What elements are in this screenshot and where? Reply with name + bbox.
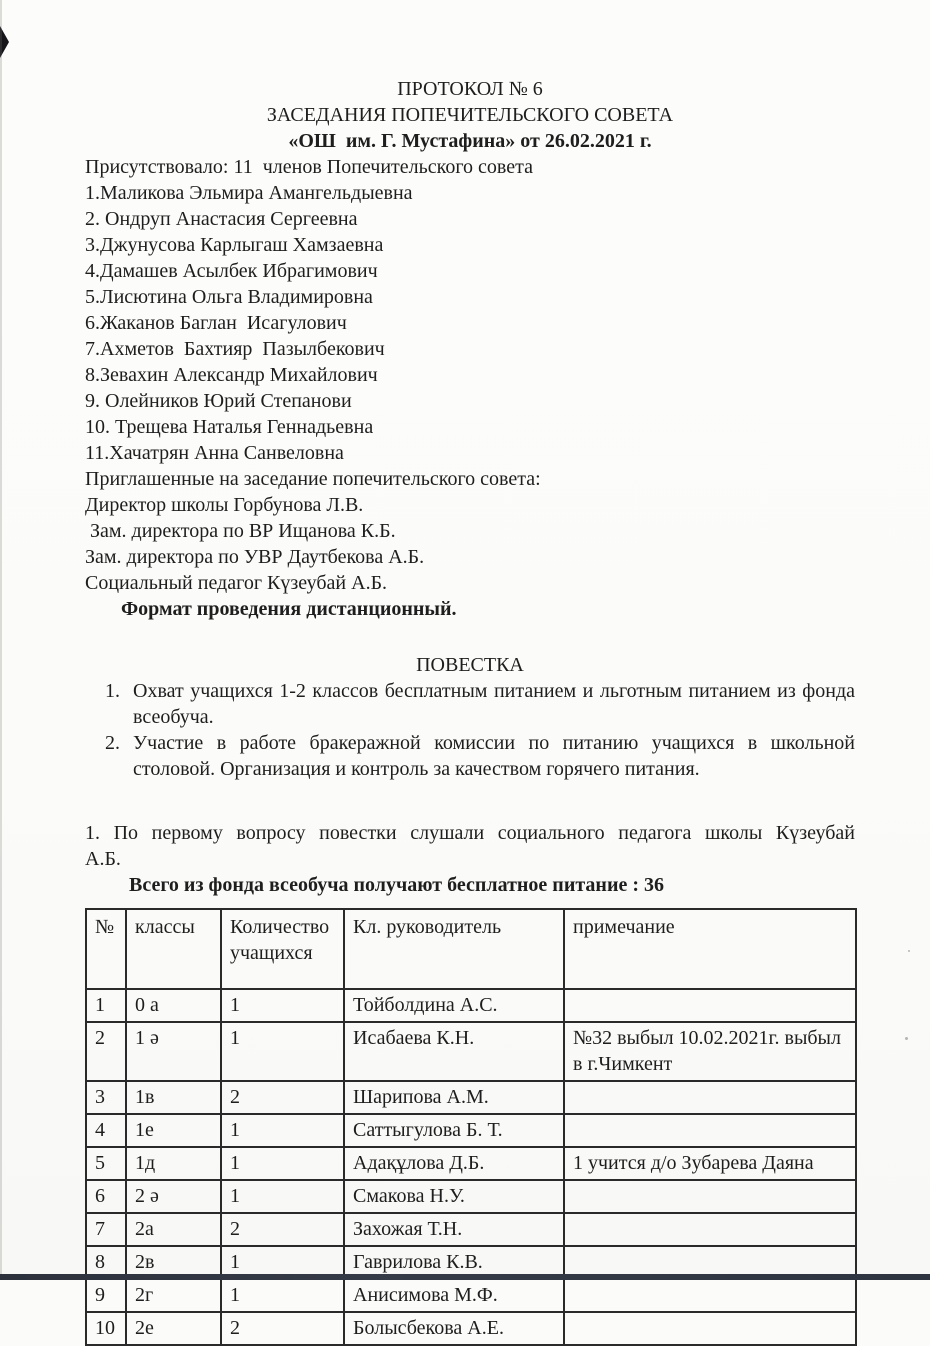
cell-teacher: Исабаева К.Н. bbox=[344, 1022, 564, 1081]
cell-class: 1е bbox=[126, 1114, 221, 1147]
invited-list bbox=[85, 492, 855, 596]
attendance-line: Присутствовало: 11 членов Попечительского совета bbox=[85, 156, 533, 178]
cell-class: 1д bbox=[126, 1147, 221, 1180]
cell-class: 1в bbox=[126, 1081, 221, 1114]
spacer bbox=[85, 782, 855, 808]
member-line: 5.Лисютина Ольга Владимировна bbox=[85, 286, 373, 308]
scan-speck bbox=[908, 950, 910, 952]
scan-artifact-left-edge bbox=[0, 0, 2, 1280]
total-line: Всего из фонда всеобуча получают бесплатное питание : 36 bbox=[129, 874, 665, 896]
agenda-list bbox=[85, 678, 855, 782]
cell-note bbox=[564, 1312, 856, 1345]
table-row bbox=[86, 1022, 856, 1081]
agenda-item-number: 1. bbox=[105, 680, 120, 702]
cell-qty: 1 bbox=[221, 1114, 344, 1147]
cell-teacher: Болысбекова А.Е. bbox=[344, 1312, 564, 1345]
cell-note bbox=[564, 989, 856, 1022]
cell-number: 3 bbox=[86, 1081, 126, 1114]
cell-note: №32 выбыл 10.02.2021г. выбыл в г.Чимкент bbox=[564, 1022, 856, 1081]
cell-qty: 1 bbox=[221, 989, 344, 1022]
scan-speck bbox=[905, 1037, 908, 1040]
table-row bbox=[86, 1147, 856, 1180]
cell-number: 5 bbox=[86, 1147, 126, 1180]
cell-teacher: Анисимова М.Ф. bbox=[344, 1279, 564, 1312]
cell-class: 2е bbox=[126, 1312, 221, 1345]
cell-note: 1 учится д/о Зубарева Даяна bbox=[564, 1147, 856, 1180]
cell-note bbox=[564, 1279, 856, 1312]
member-line: 2. Ондруп Анастасия Сергеевна bbox=[85, 208, 358, 230]
cell-number: 4 bbox=[86, 1114, 126, 1147]
table-row bbox=[86, 1081, 856, 1114]
cell-teacher: Шарипова А.М. bbox=[344, 1081, 564, 1114]
members-list bbox=[85, 180, 855, 466]
cell-class: 1 ә bbox=[126, 1022, 221, 1081]
table-row bbox=[86, 1279, 856, 1312]
cell-number: 10 bbox=[86, 1312, 126, 1345]
cell-class: 2а bbox=[126, 1213, 221, 1246]
cell-number: 1 bbox=[86, 989, 126, 1022]
table-row bbox=[86, 1180, 856, 1213]
cell-teacher: Тойболдина А.С. bbox=[344, 989, 564, 1022]
col-header-note: примечание bbox=[564, 909, 856, 989]
cell-note bbox=[564, 1081, 856, 1114]
member-line: 9. Олейников Юрий Степанови bbox=[85, 390, 352, 412]
cell-qty: 1 bbox=[221, 1279, 344, 1312]
agenda-item-number: 2. bbox=[105, 732, 120, 754]
cell-number: 8 bbox=[86, 1246, 126, 1279]
member-line: 3.Джунусова Карлыгаш Хамзаевна bbox=[85, 234, 384, 256]
cell-number: 2 bbox=[86, 1022, 126, 1081]
member-line: 7.Ахметов Бахтияр Пазылбекович bbox=[85, 338, 385, 360]
cell-teacher: Гаврилова К.В. bbox=[344, 1246, 564, 1279]
member-line: 1.Маликова Эльмира Амангельдыевна bbox=[85, 182, 413, 204]
agenda-item-text: Участие в работе бракеражной комиссии по питанию учащихся в школьной столовой. Организация и контроль за качеством горячего питания. bbox=[133, 732, 855, 780]
protocol-title: ПРОТОКОЛ № 6 bbox=[397, 78, 543, 100]
cell-qty: 2 bbox=[221, 1312, 344, 1345]
cell-note bbox=[564, 1114, 856, 1147]
table-row bbox=[86, 1213, 856, 1246]
col-header-qty: Количество учащихся bbox=[221, 909, 344, 989]
invited-line: Директор школы Горбунова Л.В. bbox=[85, 494, 364, 516]
cell-number: 7 bbox=[86, 1213, 126, 1246]
cell-teacher: Смакова Н.У. bbox=[344, 1180, 564, 1213]
cell-teacher: Адақұлова Д.Б. bbox=[344, 1147, 564, 1180]
agenda-item-text: Охват учащихся 1-2 классов бесплатным питанием и льготным питанием из фонда всеобуча. bbox=[133, 680, 855, 728]
invited-line: Зам. директора по УВР Даутбекова А.Б. bbox=[85, 546, 425, 568]
agenda-item bbox=[85, 678, 855, 730]
table-row bbox=[86, 989, 856, 1022]
cell-qty: 2 bbox=[221, 1081, 344, 1114]
cell-qty: 1 bbox=[221, 1022, 344, 1081]
scan-artifact-bottom-edge bbox=[0, 1274, 930, 1280]
cell-qty: 1 bbox=[221, 1147, 344, 1180]
col-header-teacher: Кл. руководитель bbox=[344, 909, 564, 989]
member-line: 6.Жаканов Баглан Исагулович bbox=[85, 312, 347, 334]
cell-class: 2 ә bbox=[126, 1180, 221, 1213]
cell-class: 2г bbox=[126, 1279, 221, 1312]
protocol-subtitle: ЗАСЕДАНИЯ ПОПЕЧИТЕЛЬСКОГО СОВЕТА bbox=[266, 104, 674, 126]
col-header-class: классы bbox=[126, 909, 221, 989]
col-header-number: № bbox=[86, 909, 126, 989]
cell-number: 6 bbox=[86, 1180, 126, 1213]
table-row bbox=[86, 1114, 856, 1147]
cell-qty: 1 bbox=[221, 1180, 344, 1213]
format-line: Формат проведения дистанционный. bbox=[121, 598, 457, 620]
cell-note bbox=[564, 1213, 856, 1246]
member-line: 10. Трещева Наталья Геннадьевна bbox=[85, 416, 374, 438]
cell-teacher: Саттыгулова Б. Т. bbox=[344, 1114, 564, 1147]
cell-teacher: Захожая Т.Н. bbox=[344, 1213, 564, 1246]
cell-class: 0 а bbox=[126, 989, 221, 1022]
cell-qty: 2 bbox=[221, 1213, 344, 1246]
invited-header: Приглашенные на заседание попечительского совета: bbox=[85, 468, 541, 490]
invited-line: Зам. директора по ВР Ищанова К.Б. bbox=[85, 520, 396, 542]
first-question-paragraph: 1. По первому вопросу повестки слушали социального педагога школы Күзеубай А.Б. bbox=[85, 822, 855, 870]
school-name-date: «ОШ им. Г. Мустафина» от 26.02.2021 г. bbox=[288, 130, 652, 152]
member-line: 11.Хачатрян Анна Санвеловна bbox=[85, 442, 344, 464]
agenda-title: ПОВЕСТКА bbox=[416, 654, 524, 676]
cell-note bbox=[564, 1180, 856, 1213]
member-line: 4.Дамашев Асылбек Ибрагимович bbox=[85, 260, 378, 282]
table-row bbox=[86, 1312, 856, 1345]
agenda-item bbox=[85, 730, 855, 782]
cell-number: 9 bbox=[86, 1279, 126, 1312]
students-table bbox=[85, 908, 857, 1346]
member-line: 8.Зевахин Александр Михайлович bbox=[85, 364, 378, 386]
cell-class: 2в bbox=[126, 1246, 221, 1279]
cell-qty: 1 bbox=[221, 1246, 344, 1279]
table-header-row bbox=[86, 909, 856, 989]
invited-line: Социальный педагог Күзеубай А.Б. bbox=[85, 572, 388, 594]
